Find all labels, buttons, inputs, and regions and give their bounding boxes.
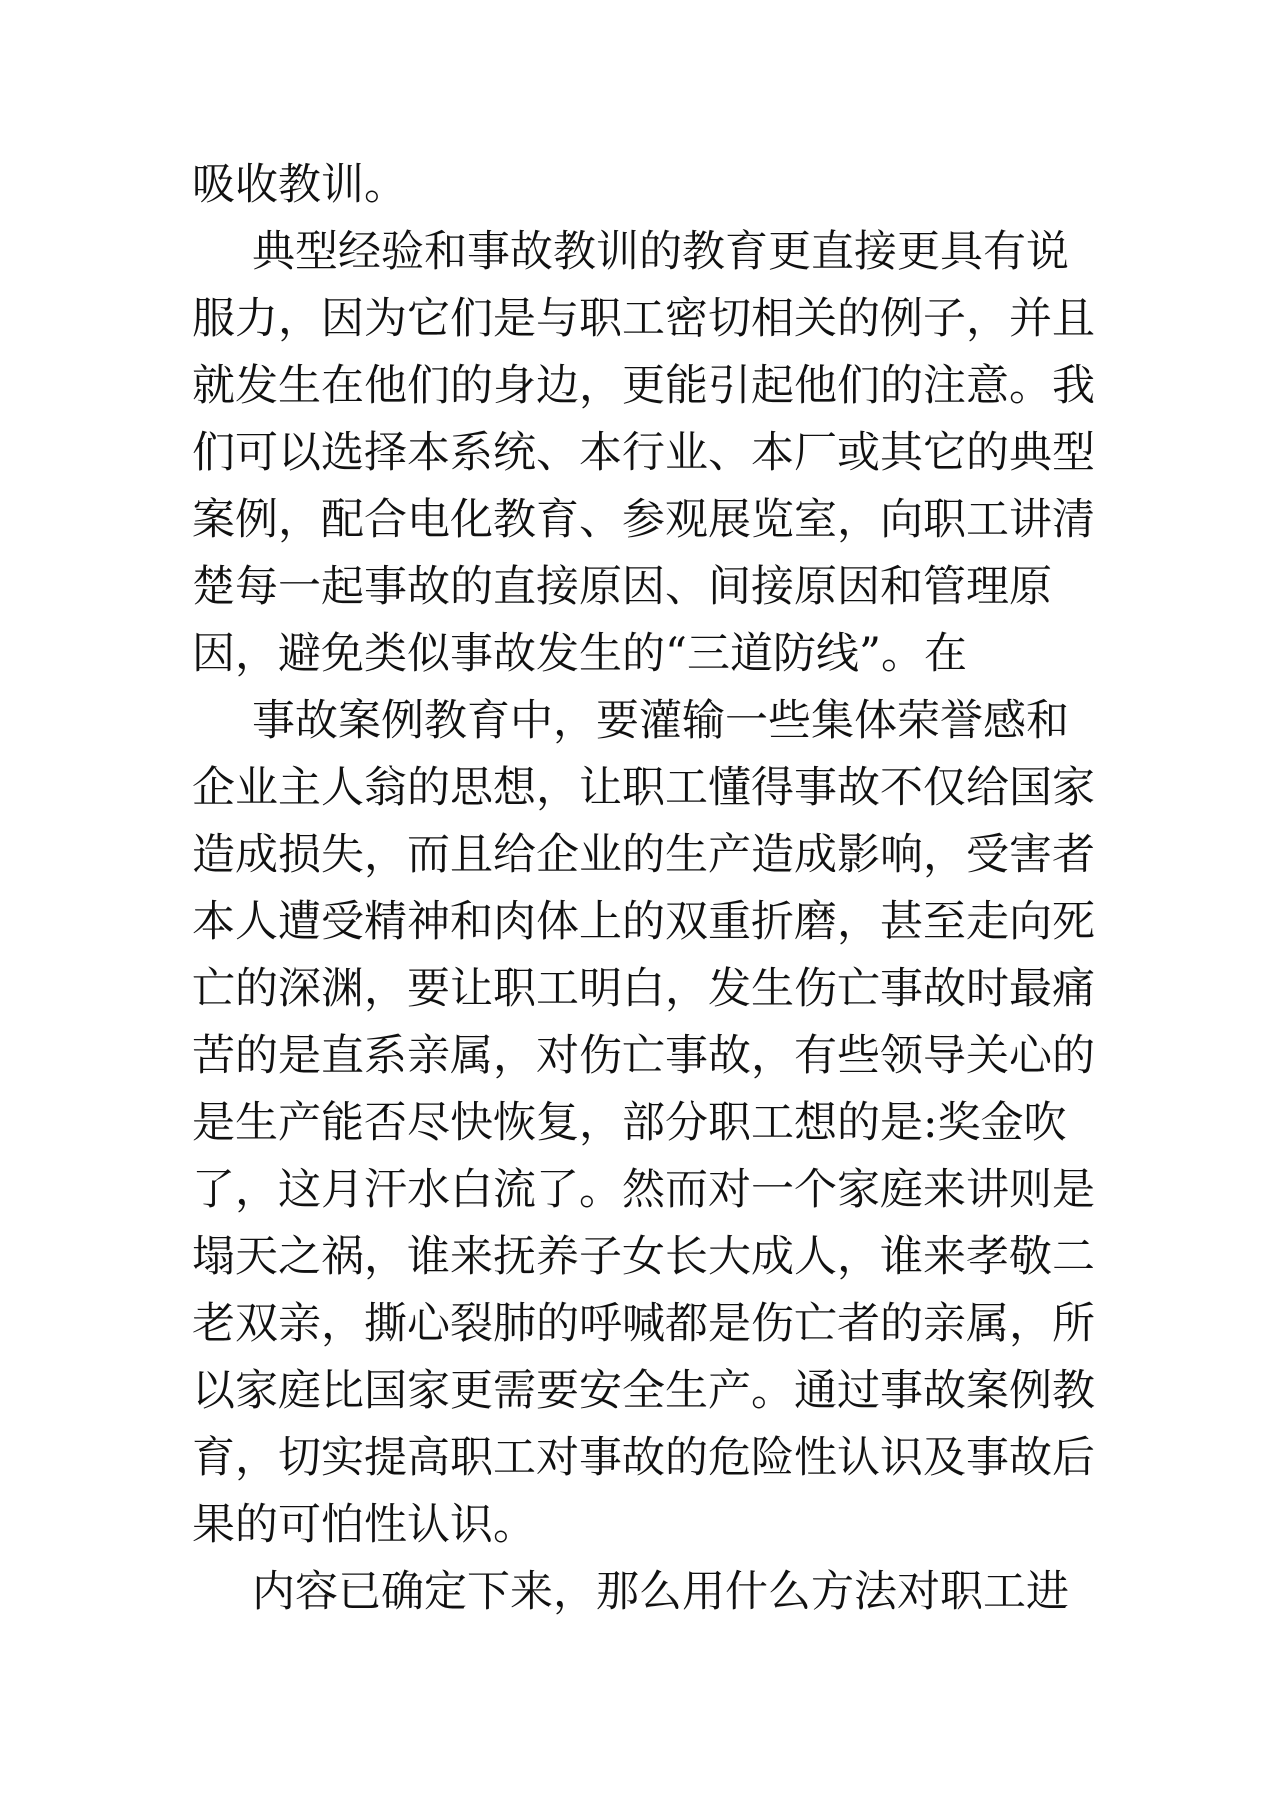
text-line: 本人遭受精神和肉体上的双重折磨，甚至走向死 [192,897,1095,947]
text-line: 果的可怕性认识。 [192,1500,536,1550]
text-line: 就发生在他们的身边，更能引起他们的注意。我 [192,361,1095,411]
text-line: 们可以选择本系统、本行业、本厂或其它的典型 [192,428,1095,478]
text-line: 是生产能否尽快恢复，部分职工想的是:奖金吹 [192,1098,1067,1148]
text-line: 楚每一起事故的直接原因、间接原因和管理原 [192,562,1052,612]
text-line: 育，切实提高职工对事故的危险性认识及事故后 [192,1433,1095,1483]
paragraph-start-line: 事故案例教育中，要灌输一些集体荣誉感和 [252,696,1069,746]
body-text [192,152,1095,1626]
paragraph-start-line: 典型经验和事故教训的教育更直接更具有说 [252,227,1069,277]
text-line: 老双亲，撕心裂肺的呼喊都是伤亡者的亲属，所 [192,1299,1095,1349]
text-line: 企业主人翁的思想，让职工懂得事故不仅给国家 [192,763,1095,813]
text-line: 服力，因为它们是与职工密切相关的例子，并且 [192,294,1095,344]
text-line: 了，这月汗水白流了。然而对一个家庭来讲则是 [192,1165,1095,1215]
text-line: 案例，配合电化教育、参观展览室，向职工讲清 [192,495,1095,545]
text-line: 造成损失，而且给企业的生产造成影响，受害者 [192,830,1095,880]
paragraph-start-line: 内容已确定下来，那么用什么方法对职工进 [252,1567,1069,1617]
text-line: 吸收教训。 [192,160,407,210]
text-line: 亡的深渊，要让职工明白，发生伤亡事故时最痛 [192,964,1095,1014]
text-line: 苦的是直系亲属，对伤亡事故，有些领导关心的 [192,1031,1095,1081]
text-line: 因，避免类似事故发生的“三道防线”。在 [192,629,967,679]
text-line: 塌天之祸，谁来抚养子女长大成人，谁来孝敬二 [192,1232,1095,1282]
text-line: 以家庭比国家更需要安全生产。通过事故案例教 [192,1366,1095,1416]
